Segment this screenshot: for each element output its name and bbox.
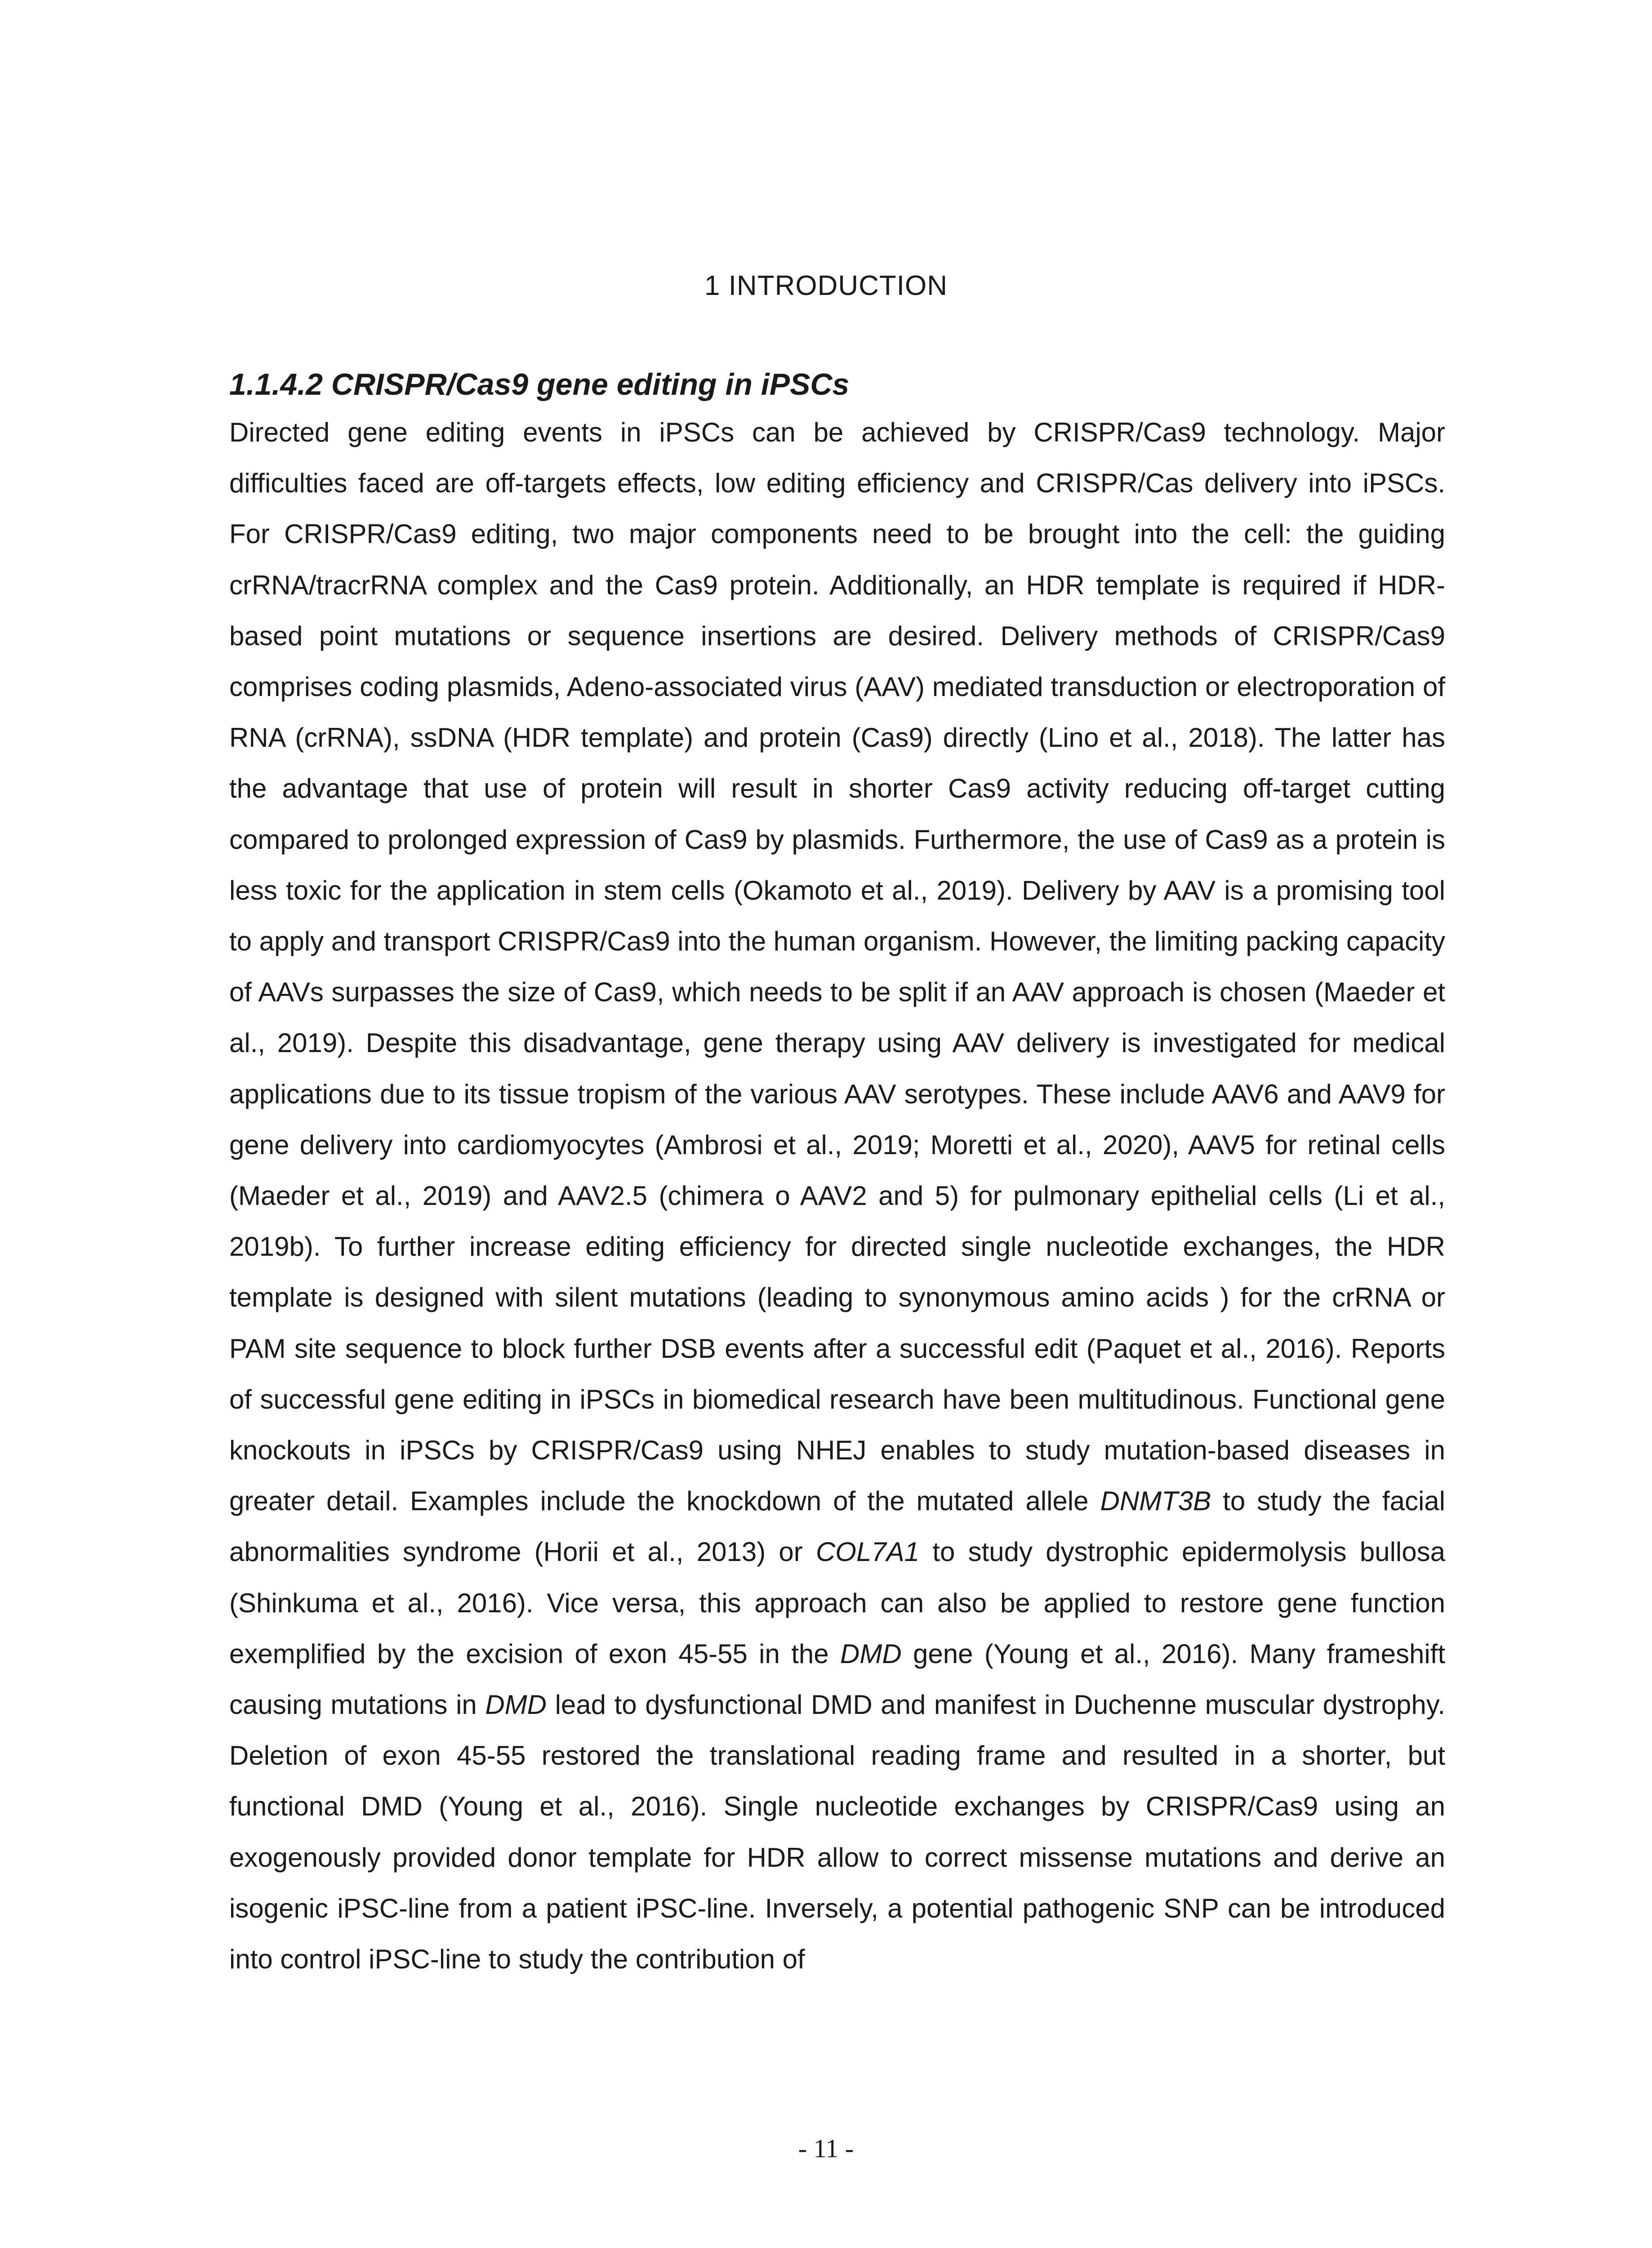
section-heading: 1.1.4.2 CRISPR/Cas9 gene editing in iPSCs (229, 367, 850, 401)
gene-name: COL7A1 (815, 1537, 920, 1567)
body-paragraph (229, 407, 1445, 1985)
main-content (229, 362, 1445, 1985)
text-run: lead to dysfunctional DMD and manifest in Duchenne muscular dystrophy. Deletion of exon 45-55 restored the translational reading frame and resulted in a shorter, but functional DMD (Young et al., 2016). Single nucleotide exchanges by CRISPR/Cas9 using an exogenously provided donor template for HDR allow to correct missense mutations and derive an isogenic iPSC-line from a patient iPSC-line. Inversely, a potential pathogenic SNP can be introduced into control iPSC-line to study the contribution of (229, 1690, 1445, 1975)
text-run: to study dystrophic epidermolysis bullosa (Shinkuma et al., 2016). Vice versa, this approach can also be applied to restore gene function exemplified by the excision of exon 45-55 in the (229, 1537, 1446, 1669)
text-run: gene (Young et al., 2016). Many frameshift causing mutations in (229, 1638, 1445, 1720)
text-run: Directed gene editing events in iPSCs can be achieved by CRISPR/Cas9 technology. Major difficulties faced are off-targets effects, low editing efficiency and CRISPR/Cas delivery into iPSCs. For CRISPR/Cas9 editing, two major components need to be brought into the cell: the guiding crRNA/tracrRNA complex and the Cas9 protein. Additionally, an HDR template is required if HDR-based point mutations or sequence insertions are desired. Delivery methods of CRISPR/Cas9 comprises coding plasmids, Adeno-associated virus (AAV) mediated transduction or electroporation of RNA (crRNA), ssDNA (HDR template) and protein (Cas9) directly (Lino et al., 2018). The latter has the advantage that use of protein will result in shorter Cas9 activity reducing off-target cutting compared to prolonged expression of Cas9 by plasmids. Furthermore, the use of Cas9 as a protein is less toxic for the application in stem cells (Okamoto et al., 2019). Delivery by AAV is a promising tool to apply and transport CRISPR/Cas9 into the human organism. However, the limiting packing capacity of AAVs surpasses the size of Cas9, which needs to be split if an AAV approach is chosen (Maeder et al., 2019). Despite this disadvantage, gene therapy using AAV delivery is investigated for medical applications due to its tissue tropism of the various AAV serotypes. These include AAV6 and AAV9 for gene delivery into cardiomyocytes (Ambrosi et al., 2019; Moretti et al., 2020), AAV5 for retinal cells (Maeder et al., 2019) and AAV2.5 (chimera o AAV2 and 5) for pulmonary epithelial cells (Li et al., 2019b). To further increase editing efficiency for directed single nucleotide exchanges, the HDR template is designed with silent mutations (leading to synonymous amino acids ) for the crRNA or PAM site sequence to block further DSB events after a successful edit (Paquet et al., 2016). Reports of successful gene editing in iPSCs in biomedical research have been multitudinous. Functional gene knockouts in iPSCs by CRISPR/Cas9 using NHEJ enables to study mutation-based diseases in greater detail. Examples include the knockdown of the mutated allele (229, 417, 1445, 1517)
gene-name: DMD (840, 1638, 902, 1669)
running-header: 1 INTRODUCTION (704, 270, 948, 301)
page-number: - 11 - (798, 2134, 854, 2163)
gene-name: DMD (485, 1690, 547, 1720)
gene-name: DNMT3B (1100, 1486, 1211, 1517)
text-run: to study the facial abnormalities syndrome (Horii et al., 2013) or (229, 1486, 1445, 1567)
